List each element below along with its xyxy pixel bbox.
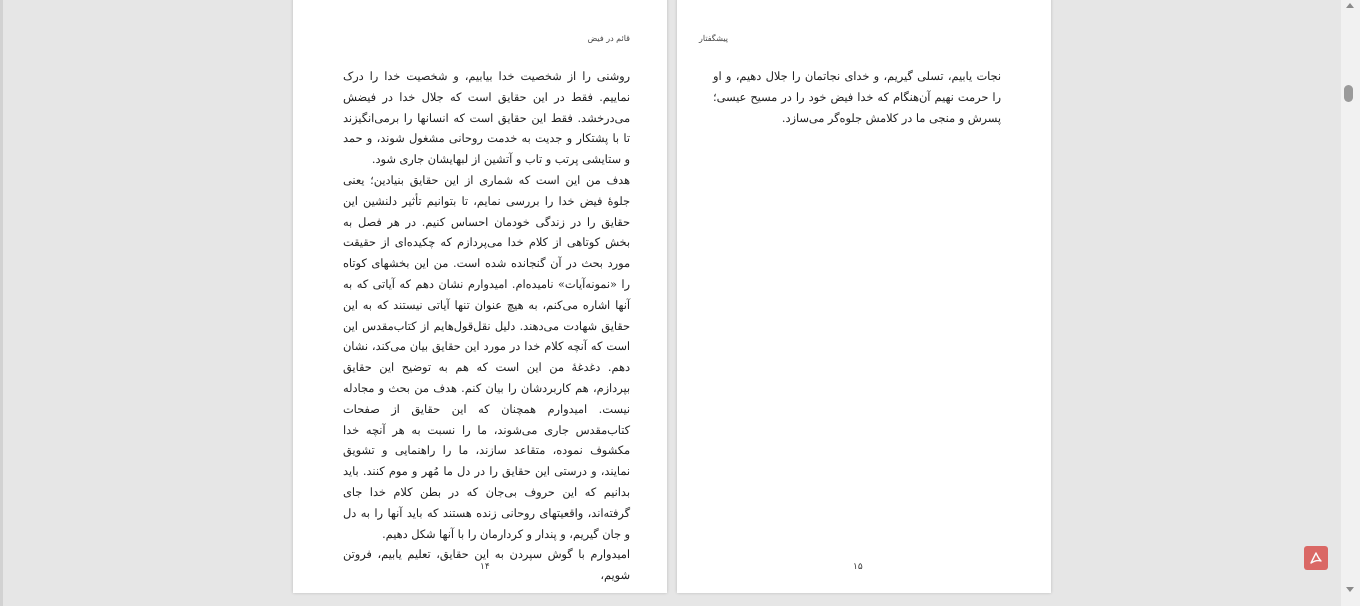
paragraph: هدف من این است که شماری از این حقایق بنیادین؛ یعنی جلوهٔ فیض خدا را بررسی نمایم، تا بتوانیم تأثیر دلنشین این حقایق را در زندگی خودمان احساس کنیم. در هر فصل به بخش کوتاهی از کلام خدا می‌پردازم که چکیده‌ای از حقیقت مورد بحث در آن گنجانده شده است. من این بخشهای کوتاه را «نمونه‌آیات» نامیده‌ام. امیدوارم نشان دهم که آیاتی که به آنها اشاره می‌کنم، به هیچ عنوان تنها آیاتی نیستند که به این حقایق شهادت می‌دهند. دلیل نقل‌قول‌هایم از کتاب‌مقدس این است که آنچه کلام خدا در مورد این حقایق بیان می‌کند، نشان دهم. دغدغهٔ من این است که هم به توضیح این حقایق بپردازم، هم کاربردشان را بیان کنم. هدف من بحث و مجادله نیست. امیدوارم همچنان که این حقایق از صفحات کتاب‌مقدس جاری می‌شوند، ما را نسبت به هر آنچه خدا مکشوف نموده، متقاعد سازند، ما را راهنمایی و تشویق نمایند، و درستی این حقایق را در دل ما مُهر و موم کنند. باید بدانیم که این حروف بی‌جان که در بطن کلام خدا جای گرفته‌اند، واقعیتهای روحانی زنده هستند که باید آنها را به دل و جان گیریم، و پندار و کردارمان را با آنها شکل دهیم.	[343, 173, 630, 541]
page-number: ۱۴	[480, 562, 490, 572]
pdf-download-button[interactable]	[1304, 546, 1328, 570]
running-header: پیشگفتار	[699, 34, 728, 43]
scrollbar-thumb[interactable]	[1344, 85, 1353, 102]
running-header: قائم در فیض	[587, 34, 630, 43]
page-body	[343, 67, 630, 587]
pdf-icon	[1308, 550, 1324, 566]
vertical-scrollbar[interactable]	[1341, 0, 1360, 606]
viewer-left-edge	[0, 0, 3, 606]
page-15	[677, 0, 1051, 593]
page-14	[293, 0, 667, 593]
scroll-up-arrow-icon[interactable]	[1346, 3, 1354, 8]
page-number: ۱۵	[853, 562, 863, 572]
page-body	[713, 67, 1001, 129]
paragraph: نجات یابیم، تسلی گیریم، و خدای نجاتمان را جلال دهیم، و او را حرمت نهیم آن‌هنگام که خدا فیض خود را در مسیح عیسی؛ پسرش و منجی ما در کلامش جلوه‌گر می‌سازد.	[713, 70, 1001, 125]
paragraph: روشنی را از شخصیت خدا بیابیم، و شخصیت خدا را درک نماییم. فقط در این حقایق است که جلال خدا در فیضش می‌درخشد. فقط این حقایق است که انسانها را برمی‌انگیزند تا با پشتکار و جدیت به خدمت روحانی مشغول شوند، و حمد و ستایشی پرتب و تاب و آتشین از لبهایشان جاری شود.	[343, 70, 630, 167]
scroll-down-arrow-icon[interactable]	[1346, 587, 1354, 592]
paragraph: امیدوارم با گوش سپردن به این حقایق، تعلیم یابیم، فروتن شویم،	[343, 548, 630, 583]
